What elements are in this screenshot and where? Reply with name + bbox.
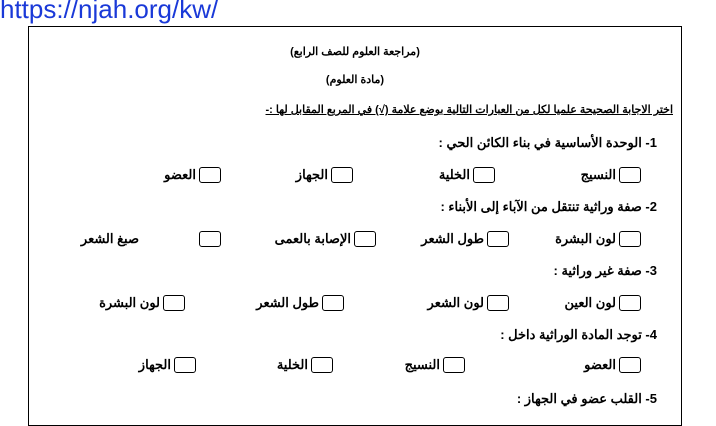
checkbox[interactable] <box>443 357 465 373</box>
worksheet-title: (مراجعة العلوم للصف الرابع) <box>290 46 420 58</box>
option-q1-2[interactable] <box>439 167 495 183</box>
option-q1-3[interactable] <box>296 167 353 183</box>
checkbox[interactable] <box>619 357 641 373</box>
checkbox[interactable] <box>473 167 495 183</box>
checkbox[interactable] <box>163 295 185 311</box>
checkbox[interactable] <box>174 357 196 373</box>
checkbox[interactable] <box>199 167 221 183</box>
option-q1-1[interactable] <box>581 167 641 183</box>
option-label: النسيج <box>404 357 440 372</box>
checkbox[interactable] <box>487 231 509 247</box>
option-q2-3[interactable] <box>275 231 376 247</box>
option-q2-4-box[interactable] <box>199 231 221 247</box>
instruction-text: اختر الاجابة الصحيحة علميا لكل من العبارات التالية بوضع علامة (√) في المربع المقابل لها :- <box>265 104 673 116</box>
checkbox[interactable] <box>619 295 641 311</box>
option-label: لون البشرة <box>555 231 616 246</box>
worksheet <box>28 26 682 426</box>
source-url[interactable]: https://njah.org/kw/ <box>0 0 219 24</box>
option-label: الجهاز <box>138 357 171 372</box>
checkbox[interactable] <box>311 357 333 373</box>
option-q4-1[interactable] <box>584 357 641 373</box>
checkbox[interactable] <box>199 231 221 247</box>
question-2: 2- صفة وراثية تنتقل من الآباء إلى الأبناء : <box>440 199 657 214</box>
option-label: الجهاز <box>295 167 328 182</box>
subject-title: (مادة العلوم) <box>325 74 385 86</box>
option-label: لون العين <box>564 295 616 310</box>
option-q2-1[interactable] <box>555 231 641 247</box>
checkbox[interactable] <box>322 295 344 311</box>
option-label: لون الشعر <box>427 295 484 310</box>
option-q2-2[interactable] <box>421 231 509 247</box>
option-label: لون البشرة <box>99 295 160 310</box>
checkbox[interactable] <box>619 167 641 183</box>
option-label: طول الشعر <box>256 295 319 310</box>
question-3: 3- صفة غير وراثية : <box>553 263 657 278</box>
question-5: 5- القلب عضو في الجهاز : <box>516 391 657 406</box>
option-q4-2[interactable] <box>405 357 465 373</box>
option-label: صبغ الشعر <box>80 231 139 246</box>
option-q4-3[interactable] <box>277 357 333 373</box>
option-label: الخلية <box>438 167 470 182</box>
option-q3-1[interactable] <box>565 295 642 311</box>
option-label: طول الشعر <box>421 231 484 246</box>
option-label: الإصابة بالعمى <box>274 231 351 246</box>
option-q1-4[interactable] <box>164 167 221 183</box>
option-q3-2[interactable] <box>428 295 509 311</box>
option-label: الخلية <box>276 357 308 372</box>
option-q2-4[interactable] <box>81 231 139 247</box>
option-label: العضو <box>164 167 196 182</box>
option-q3-4[interactable] <box>99 295 185 311</box>
question-4: 4- توجد المادة الوراثية داخل : <box>500 327 657 342</box>
checkbox[interactable] <box>487 295 509 311</box>
option-q3-3[interactable] <box>256 295 344 311</box>
option-label: العضو <box>584 357 616 372</box>
checkbox[interactable] <box>354 231 376 247</box>
question-1: 1- الوحدة الأساسية في بناء الكائن الحي : <box>438 135 657 150</box>
checkbox[interactable] <box>619 231 641 247</box>
option-q4-4[interactable] <box>139 357 196 373</box>
option-label: النسيج <box>580 167 616 182</box>
checkbox[interactable] <box>331 167 353 183</box>
